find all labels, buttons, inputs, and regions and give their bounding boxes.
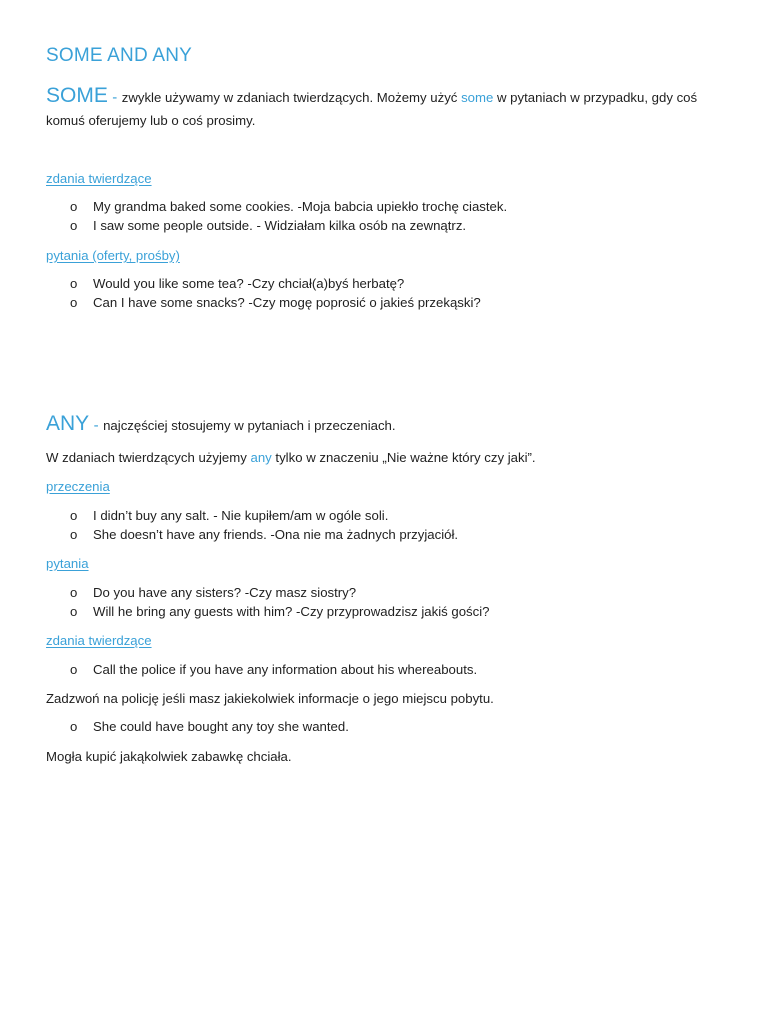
list-item-text: She could have bought any toy she wanted. bbox=[93, 719, 349, 734]
any-dash: - bbox=[93, 417, 99, 434]
bullet-icon: o bbox=[70, 199, 78, 214]
list-item-text: Can I have some snacks? -Czy mogę poprosić o jakieś przekąski? bbox=[93, 295, 481, 310]
some-section-label[interactable]: pytania (oferty, prośby) bbox=[46, 248, 180, 263]
some-intro-line2: komuś oferujemy lub o coś prosimy. bbox=[46, 113, 256, 128]
list-item-text: Would you like some tea? -Czy chciał(a)byś herbatę? bbox=[93, 276, 405, 291]
bullet-icon: o bbox=[70, 295, 78, 310]
list-item-text: My grandma baked some cookies. -Moja babcia upiekło trochę ciastek. bbox=[93, 199, 508, 214]
page-title: SOME AND ANY bbox=[46, 45, 192, 66]
any-usage-pre: W zdaniach twierdzących użyjemy bbox=[46, 450, 251, 465]
some-dash: - bbox=[112, 89, 118, 106]
list-item-text: Will he bring any guests with him? -Czy przyprowadzisz jakiś gości? bbox=[93, 604, 490, 619]
bullet-icon: o bbox=[70, 276, 78, 291]
list-item-text: Call the police if you have any information about his whereabouts. bbox=[93, 662, 478, 677]
list-item-text: I didn’t buy any salt. - Nie kupiłem/am w ogóle soli. bbox=[93, 508, 389, 523]
bullet-icon: o bbox=[70, 585, 78, 600]
list-item-text: She doesn’t have any friends. -Ona nie ma żadnych przyjaciół. bbox=[93, 527, 459, 542]
bullet-icon: o bbox=[70, 508, 78, 523]
any-intro bbox=[46, 412, 396, 436]
some-intro bbox=[46, 84, 697, 108]
list-item-text: I saw some people outside. - Widziałam kilka osób na zewnątrz. bbox=[93, 218, 467, 233]
any-section-label[interactable]: pytania bbox=[46, 556, 89, 571]
list-item-text: Do you have any sisters? -Czy masz siostry? bbox=[93, 585, 357, 600]
bullet-icon: o bbox=[70, 527, 78, 542]
any-usage-line bbox=[46, 450, 536, 465]
translation-text: Zadzwoń na policję jeśli masz jakiekolwiek informacje o jego miejscu pobytu. bbox=[46, 691, 494, 706]
bullet-icon: o bbox=[70, 604, 78, 619]
bullet-icon: o bbox=[70, 662, 78, 677]
some-keyword: some bbox=[461, 90, 494, 105]
some-intro-pre: zwykle używamy w zdaniach twierdzących. Możemy użyć bbox=[121, 90, 462, 105]
translation-text: Mogła kupić jakąkolwiek zabawkę chciała. bbox=[46, 749, 292, 764]
any-section-label[interactable]: zdania twierdzące bbox=[46, 633, 152, 648]
any-intro-text: najczęściej stosujemy w pytaniach i przeczeniach. bbox=[103, 418, 396, 433]
some-intro-post: w pytaniach w przypadku, gdy coś bbox=[493, 90, 698, 105]
some-section-label[interactable]: zdania twierdzące bbox=[46, 171, 152, 186]
any-heading: ANY bbox=[46, 412, 90, 435]
any-keyword: any bbox=[250, 450, 272, 465]
any-usage-post: tylko w znaczeniu „Nie ważne który czy jaki”. bbox=[271, 450, 536, 465]
any-section-label[interactable]: przeczenia bbox=[46, 479, 110, 494]
bullet-icon: o bbox=[70, 218, 78, 233]
some-heading: SOME bbox=[46, 84, 108, 107]
bullet-icon: o bbox=[70, 719, 78, 734]
